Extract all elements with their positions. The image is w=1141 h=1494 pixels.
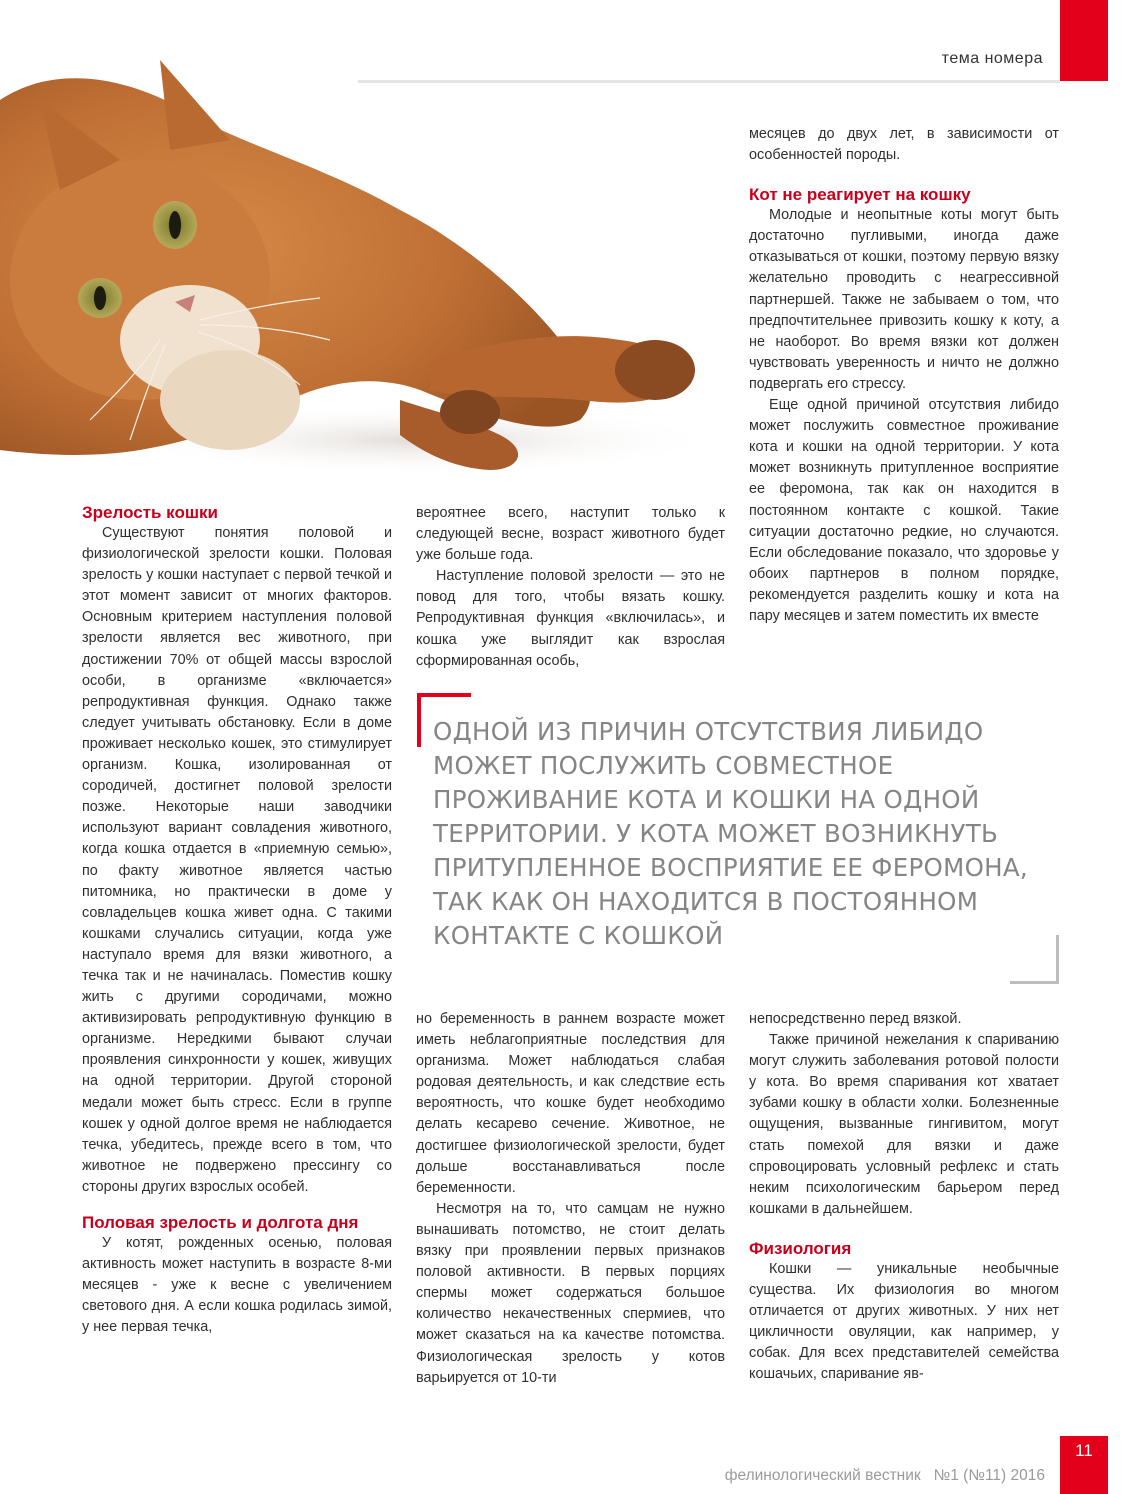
paragraph: вероятнее всего, наступит только к следующей весне, возраст животного будет уже больше года. — [416, 505, 725, 564]
paragraph: Кошки — уникальные необычные существа. Их физиология во многом отличается от других животных. У них нет цикличности овуляции, как например, у собак. Для всех представителей семейства кошачьих, спаривание яв- — [749, 1260, 1059, 1383]
section-heading-physiology: Физиология — [749, 1238, 852, 1258]
section-heading-maturity: Зрелость кошки — [82, 503, 218, 522]
paragraph: месяцев до двух лет, в зависимости от особенностей породы. — [749, 126, 1059, 164]
column-2-top — [416, 503, 725, 672]
section-heading-daylight: Половая зрелость и долгота дня — [82, 1213, 359, 1232]
cat-photo-icon — [0, 40, 720, 480]
column-2-bottom — [416, 1009, 725, 1389]
paragraph: Еще одной причиной отсутствия либидо может послужить совместное проживание кота и кошки на одной территории. У кота может возникнуть притупленное восприятие ее феромона, так как он находится в постоянном контакте с кошкой. Такие ситуации достаточно редкие, но случаются. Если обследование показало, что здоровье у обоих партнеров в полном порядке, рекомендуется разделить кошку и кота на пару месяцев и затем поместить их вместе — [749, 397, 1059, 624]
section-heading-cat-not-reacting: Кот не реагирует на кошку — [749, 185, 971, 205]
column-3-top — [749, 124, 1059, 627]
paragraph: У котят, рожденных осенью, половая активность может наступить в возрасте 8-ми месяцев - уже к весне с увеличением светового дня. А если кошка родилась зимой, у нее первая течка, — [82, 1235, 392, 1336]
magazine-name: фелинологический вестник — [724, 1467, 921, 1484]
quote-bracket-bottom — [1010, 935, 1059, 984]
issue-number: №1 (№11) 2016 — [933, 1467, 1045, 1484]
page-number: 11 — [1075, 1441, 1093, 1460]
paragraph: Также причиной нежелания к спариванию могут служить заболевания ротовой полости у кота. Во время спаривания кот хватает зубами кошку в области холки. Болезненные ощущения, вызванные гингивитом, могут стать помехой для вязки и даже спровоцировать условный рефлекс и стать неким психологическим барьером перед кошками в дальнейшем. — [749, 1032, 1059, 1217]
paragraph: но беременность в раннем возрасте может иметь неблагоприятные последствия для организма. Может наблюдаться слабая родовая деятельность, и как следствие есть вероятность, что кошке будет необходимо делать кесарево сечение. Животное, не достигшее физиологической зрелости, будет дольше восстанавливаться после беременности. — [416, 1011, 725, 1196]
column-3-bottom — [749, 1009, 1059, 1386]
paragraph: Молодые и неопытные коты могут быть достаточно пугливыми, иногда даже отказываться от кошки, поэтому первую вязку желательно проводить с неагрессивной партнершей. Также не забываем о том, что предпочтительнее привозить кошку к коту, а не наоборот. Во время вязки кот должен чувствовать уверенность и ничто не должно подвергать его стрессу. — [749, 207, 1059, 392]
section-label: тема номера — [941, 50, 1043, 67]
header-accent-bar — [1060, 0, 1108, 81]
paragraph: непосредственно перед вязкой. — [749, 1011, 962, 1027]
paragraph: Наступление половой зрелости — это не повод для того, чтобы вязать кошку. Репродуктивная функция «включилась», и кошка уже выглядит как взрослая сформированная особь, — [416, 568, 725, 669]
paragraph: Существуют понятия половой и физиологической зрелости кошки. Половая зрелость у кошки наступает с первой течкой и этот момент зависит от многих факторов. Основным критерием наступления половой зрелости является вес животного, при достижении 70% от общей массы взрослой особи, в организме «включается» репродуктивная функция. Однако также следует учитывать обстановку. Если в доме проживает несколько кошек, это стимулирует организм. Кошка, изолированная от сородичей, достигнет половой зрелости позже. Некоторые наши заводчики используют вариант совладения животного, когда кошка отдается в «приемную семью», по факту животное является частью питомника, но практически в доме у совладельцев кошка живет одна. С такими кошками случались ситуации, когда уже наступало время для вязки животного, а течка так и не начиналась. Поместив кошку жить с другими сородичами, можно активизировать репродуктивную функцию в организме. Нередкими бывают случаи проявления синхронности у кошек, живущих на одной территории. Другой стороной медали может быть стресс. Если в группе кошек у одной долгое время не наблюдается течка, убедитесь, прежде всего в том, что животное не подвержено прессингу со стороны других взрослых особей. — [82, 525, 392, 1195]
column-1 — [82, 502, 392, 1338]
paragraph: Несмотря на то, что самцам не нужно вынашивать потомство, не стоит делать вязку при проявлении первых признаков половой активности. В первых порциях спермы может содержаться большое количество некачественных спермиев, что может сказаться на ка качестве потомства. Физиологическая зрелость у котов варьируется от 10-ти — [416, 1200, 725, 1386]
footer-credit — [640, 1467, 1045, 1485]
pull-quote: ОДНОЙ ИЗ ПРИЧИН ОТСУТСТВИЯ ЛИБИДО МОЖЕТ ПОСЛУЖИТЬ СОВМЕСТНОЕ ПРОЖИВАНИЕ КОТА И КОШКИ НА ОДНОЙ ТЕРРИТОРИИ. У КОТА МОЖЕТ ВОЗНИКНУТЬ ПРИТУПЛЕННОЕ ВОСПРИЯТИЕ ЕЕ ФЕРОМОНА, ТАК КАК ОН НАХОДИТСЯ В ПОСТОЯННОМ КОНТАКТЕ С КОШКОЙ — [433, 717, 1029, 950]
